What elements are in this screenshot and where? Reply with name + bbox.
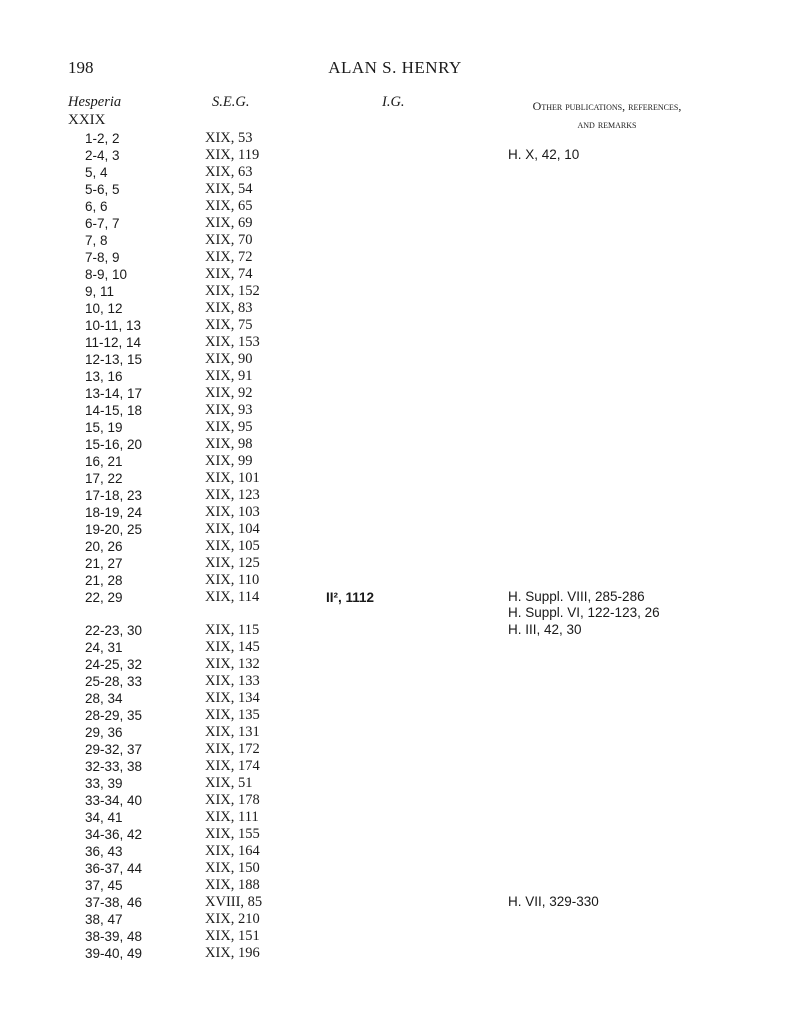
ig-cell: II², 1112 xyxy=(326,590,375,605)
hesperia-cell: 15-16, 20 xyxy=(85,437,143,452)
seg-cell: XIX, 111 xyxy=(205,809,259,825)
seg-cell: XIX, 114 xyxy=(205,589,260,605)
hesperia-cell: 33, 39 xyxy=(85,776,123,791)
hesperia-cell: 33-34, 40 xyxy=(85,793,143,808)
table-row xyxy=(0,572,790,589)
table-row xyxy=(0,622,790,639)
table-row xyxy=(0,521,790,538)
seg-cell: XIX, 74 xyxy=(205,266,253,282)
hesperia-cell: 34, 41 xyxy=(85,810,123,825)
seg-cell: XIX, 63 xyxy=(205,164,253,180)
table-row xyxy=(0,843,790,860)
seg-cell: XIX, 93 xyxy=(205,402,253,418)
seg-cell: XIX, 91 xyxy=(205,368,253,384)
seg-cell: XIX, 152 xyxy=(205,283,260,299)
table-row xyxy=(0,215,790,232)
other-reference: H. X, 42, 10 xyxy=(508,147,580,162)
table-row xyxy=(0,402,790,419)
table-row xyxy=(0,317,790,334)
table-row xyxy=(0,826,790,843)
hesperia-cell: 17, 22 xyxy=(85,471,123,486)
table-row xyxy=(0,639,790,656)
seg-cell: XIX, 145 xyxy=(205,639,260,655)
hesperia-cell: 5, 4 xyxy=(85,165,108,180)
seg-cell: XIX, 174 xyxy=(205,758,260,774)
running-head: ALAN S. HENRY xyxy=(328,58,462,77)
seg-cell: XIX, 178 xyxy=(205,792,260,808)
hesperia-cell: 18-19, 24 xyxy=(85,505,143,520)
table-row xyxy=(0,656,790,673)
table-row xyxy=(0,385,790,402)
volume-label: XXIX xyxy=(68,112,106,128)
hesperia-cell: 28, 34 xyxy=(85,691,123,706)
hesperia-cell: 7-8, 9 xyxy=(85,250,120,265)
hesperia-cell: 2-4, 3 xyxy=(85,148,120,163)
hesperia-cell: 16, 21 xyxy=(85,454,123,469)
other-reference: H. VII, 329-330 xyxy=(508,894,599,909)
table-row xyxy=(0,334,790,351)
seg-cell: XIX, 125 xyxy=(205,555,260,571)
hesperia-cell: 5-6, 5 xyxy=(85,182,120,197)
hesperia-cell: 29, 36 xyxy=(85,725,123,740)
hesperia-cell: 13-14, 17 xyxy=(85,386,143,401)
hesperia-cell: 11-12, 14 xyxy=(85,335,142,350)
table-row xyxy=(0,809,790,826)
seg-cell: XIX, 53 xyxy=(205,130,253,146)
hesperia-cell: 9, 11 xyxy=(85,284,115,299)
seg-cell: XIX, 69 xyxy=(205,215,253,231)
seg-cell: XIX, 210 xyxy=(205,911,260,927)
hesperia-cell: 14-15, 18 xyxy=(85,403,143,418)
hesperia-cell: 32-33, 38 xyxy=(85,759,143,774)
table-row xyxy=(0,707,790,724)
hesperia-cell: 37-38, 46 xyxy=(85,895,143,910)
hesperia-cell: 1-2, 2 xyxy=(85,131,120,146)
hesperia-cell: 15, 19 xyxy=(85,420,123,435)
seg-cell: XIX, 110 xyxy=(205,572,260,588)
seg-cell: XIX, 75 xyxy=(205,317,253,333)
other-reference: H. III, 42, 30 xyxy=(508,622,582,637)
hesperia-cell: 7, 8 xyxy=(85,233,108,248)
hesperia-cell: 20, 26 xyxy=(85,539,123,554)
header-other xyxy=(476,97,738,133)
other-cell xyxy=(508,894,599,910)
seg-cell: XIX, 132 xyxy=(205,656,260,672)
hesperia-cell: 21, 27 xyxy=(85,556,123,571)
table-row xyxy=(0,470,790,487)
table-row xyxy=(0,368,790,385)
seg-cell: XIX, 131 xyxy=(205,724,260,740)
table-row xyxy=(0,894,790,911)
table-row xyxy=(0,130,790,147)
table-row xyxy=(0,504,790,521)
table-row xyxy=(0,860,790,877)
table-row xyxy=(0,453,790,470)
seg-cell: XIX, 95 xyxy=(205,419,253,435)
hesperia-cell: 38-39, 48 xyxy=(85,929,143,944)
hesperia-cell: 37, 45 xyxy=(85,878,123,893)
hesperia-cell: 17-18, 23 xyxy=(85,488,143,503)
hesperia-cell: 6-7, 7 xyxy=(85,216,120,231)
table-row xyxy=(0,690,790,707)
hesperia-cell: 25-28, 33 xyxy=(85,674,143,689)
seg-cell: XIX, 70 xyxy=(205,232,253,248)
seg-cell: XIX, 172 xyxy=(205,741,260,757)
table-row xyxy=(0,792,790,809)
table-row xyxy=(0,147,790,164)
hesperia-cell: 10-11, 13 xyxy=(85,318,142,333)
hesperia-cell: 10, 12 xyxy=(85,301,123,316)
seg-cell: XIX, 153 xyxy=(205,334,260,350)
hesperia-cell: 39-40, 49 xyxy=(85,946,143,961)
table-row xyxy=(0,300,790,317)
seg-cell: XIX, 188 xyxy=(205,877,260,893)
table-row xyxy=(0,249,790,266)
seg-cell: XIX, 151 xyxy=(205,928,260,944)
seg-cell: XIX, 196 xyxy=(205,945,260,961)
table-row xyxy=(0,266,790,283)
table-row xyxy=(0,487,790,504)
hesperia-cell: 28-29, 35 xyxy=(85,708,143,723)
seg-cell: XIX, 83 xyxy=(205,300,253,316)
seg-cell: XIX, 65 xyxy=(205,198,253,214)
hesperia-cell: 29-32, 37 xyxy=(85,742,143,757)
other-cell xyxy=(508,147,579,163)
hesperia-cell: 8-9, 10 xyxy=(85,267,128,282)
table-row xyxy=(0,555,790,572)
seg-cell: XIX, 51 xyxy=(205,775,253,791)
hesperia-cell: 22, 29 xyxy=(85,590,123,605)
seg-cell: XIX, 155 xyxy=(205,826,260,842)
table-row xyxy=(0,538,790,555)
other-cell xyxy=(508,622,582,638)
seg-cell: XIX, 105 xyxy=(205,538,260,554)
table-row xyxy=(0,928,790,945)
seg-cell: XIX, 90 xyxy=(205,351,253,367)
table-row xyxy=(0,945,790,962)
hesperia-cell: 24, 31 xyxy=(85,640,123,655)
table-row xyxy=(0,198,790,215)
header-other-line1: Other publications, references, xyxy=(532,99,682,113)
hesperia-cell: 13, 16 xyxy=(85,369,123,384)
hesperia-cell: 24-25, 32 xyxy=(85,657,143,672)
table-row xyxy=(0,181,790,198)
hesperia-cell: 34-36, 42 xyxy=(85,827,143,842)
table-row xyxy=(0,758,790,775)
table-row xyxy=(0,741,790,758)
other-cell xyxy=(508,589,660,621)
seg-cell: XIX, 98 xyxy=(205,436,253,452)
header-ig: I.G. xyxy=(382,94,405,110)
seg-cell: XIX, 103 xyxy=(205,504,260,520)
concordance-rows xyxy=(0,130,790,962)
header-hesperia: Hesperia xyxy=(68,94,122,110)
seg-cell: XIX, 135 xyxy=(205,707,260,723)
hesperia-cell: 36-37, 44 xyxy=(85,861,143,876)
seg-cell: XIX, 164 xyxy=(205,843,260,859)
table-row xyxy=(0,419,790,436)
seg-cell: XIX, 92 xyxy=(205,385,253,401)
seg-cell: XIX, 101 xyxy=(205,470,260,486)
seg-cell: XIX, 150 xyxy=(205,860,260,876)
seg-cell: XIX, 104 xyxy=(205,521,260,537)
header-other-line2: and remarks xyxy=(577,117,637,131)
table-row xyxy=(0,436,790,453)
seg-cell: XIX, 54 xyxy=(205,181,253,197)
page-number: 198 xyxy=(68,58,94,77)
table-row xyxy=(0,724,790,741)
hesperia-cell: 21, 28 xyxy=(85,573,123,588)
table-row xyxy=(0,911,790,928)
hesperia-cell: 38, 47 xyxy=(85,912,123,927)
table-row xyxy=(0,283,790,300)
seg-cell: XIX, 72 xyxy=(205,249,253,265)
seg-cell: XIX, 134 xyxy=(205,690,260,706)
other-reference: H. Suppl. VI, 122-123, 26 xyxy=(508,605,660,620)
seg-cell: XVIII, 85 xyxy=(205,894,263,910)
hesperia-cell: 19-20, 25 xyxy=(85,522,143,537)
table-row xyxy=(0,351,790,368)
hesperia-cell: 36, 43 xyxy=(85,844,123,859)
hesperia-cell: 12-13, 15 xyxy=(85,352,143,367)
seg-cell: XIX, 123 xyxy=(205,487,260,503)
table-row xyxy=(0,589,790,622)
hesperia-cell: 6, 6 xyxy=(85,199,108,214)
table-row xyxy=(0,673,790,690)
seg-cell: XIX, 115 xyxy=(205,622,260,638)
seg-cell: XIX, 99 xyxy=(205,453,253,469)
seg-cell: XIX, 133 xyxy=(205,673,260,689)
table-row xyxy=(0,164,790,181)
table-row xyxy=(0,775,790,792)
table-row xyxy=(0,232,790,249)
hesperia-cell: 22-23, 30 xyxy=(85,623,143,638)
other-reference: H. Suppl. VIII, 285-286 xyxy=(508,589,645,604)
header-seg: S.E.G. xyxy=(212,94,250,110)
seg-cell: XIX, 119 xyxy=(205,147,260,163)
table-row xyxy=(0,877,790,894)
